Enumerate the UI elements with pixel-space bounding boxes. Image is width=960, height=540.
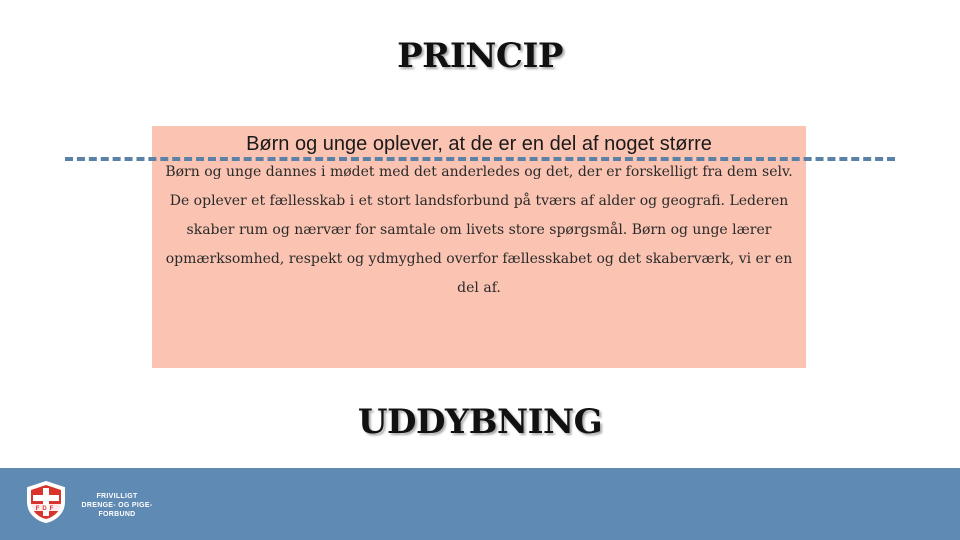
footer-bar (0, 468, 960, 540)
logo-line-3: FORBUND (98, 511, 136, 518)
logo-wordmark (72, 492, 162, 519)
principle-title: PRINCIP (397, 36, 563, 76)
elaboration-title: UDDYBNING (357, 402, 603, 442)
shield-letters: FDF (35, 506, 57, 512)
logo-line-2: DRENGE- OG PIGE- (81, 502, 153, 509)
fdf-shield-logo-icon (24, 480, 68, 524)
principle-heading: Børn og unge oplever, at de er en del af noget større (246, 133, 712, 155)
principle-body: Børn og unge dannes i mødet med det anderledes og det, der er forskelligt fra dem selv. De oplever et fællesskab i et stort landsforbund på tværs af alder og geografi. Lederen skaber rum og nærvær for samtale om livets store spørgsmål. Børn og unge lærer opmærksomhed, respekt og ydmyghed overfor fællesskabet og det skaberværk, vi er en del af. (165, 164, 793, 296)
logo-line-1: FRIVILLIGT (96, 493, 138, 500)
